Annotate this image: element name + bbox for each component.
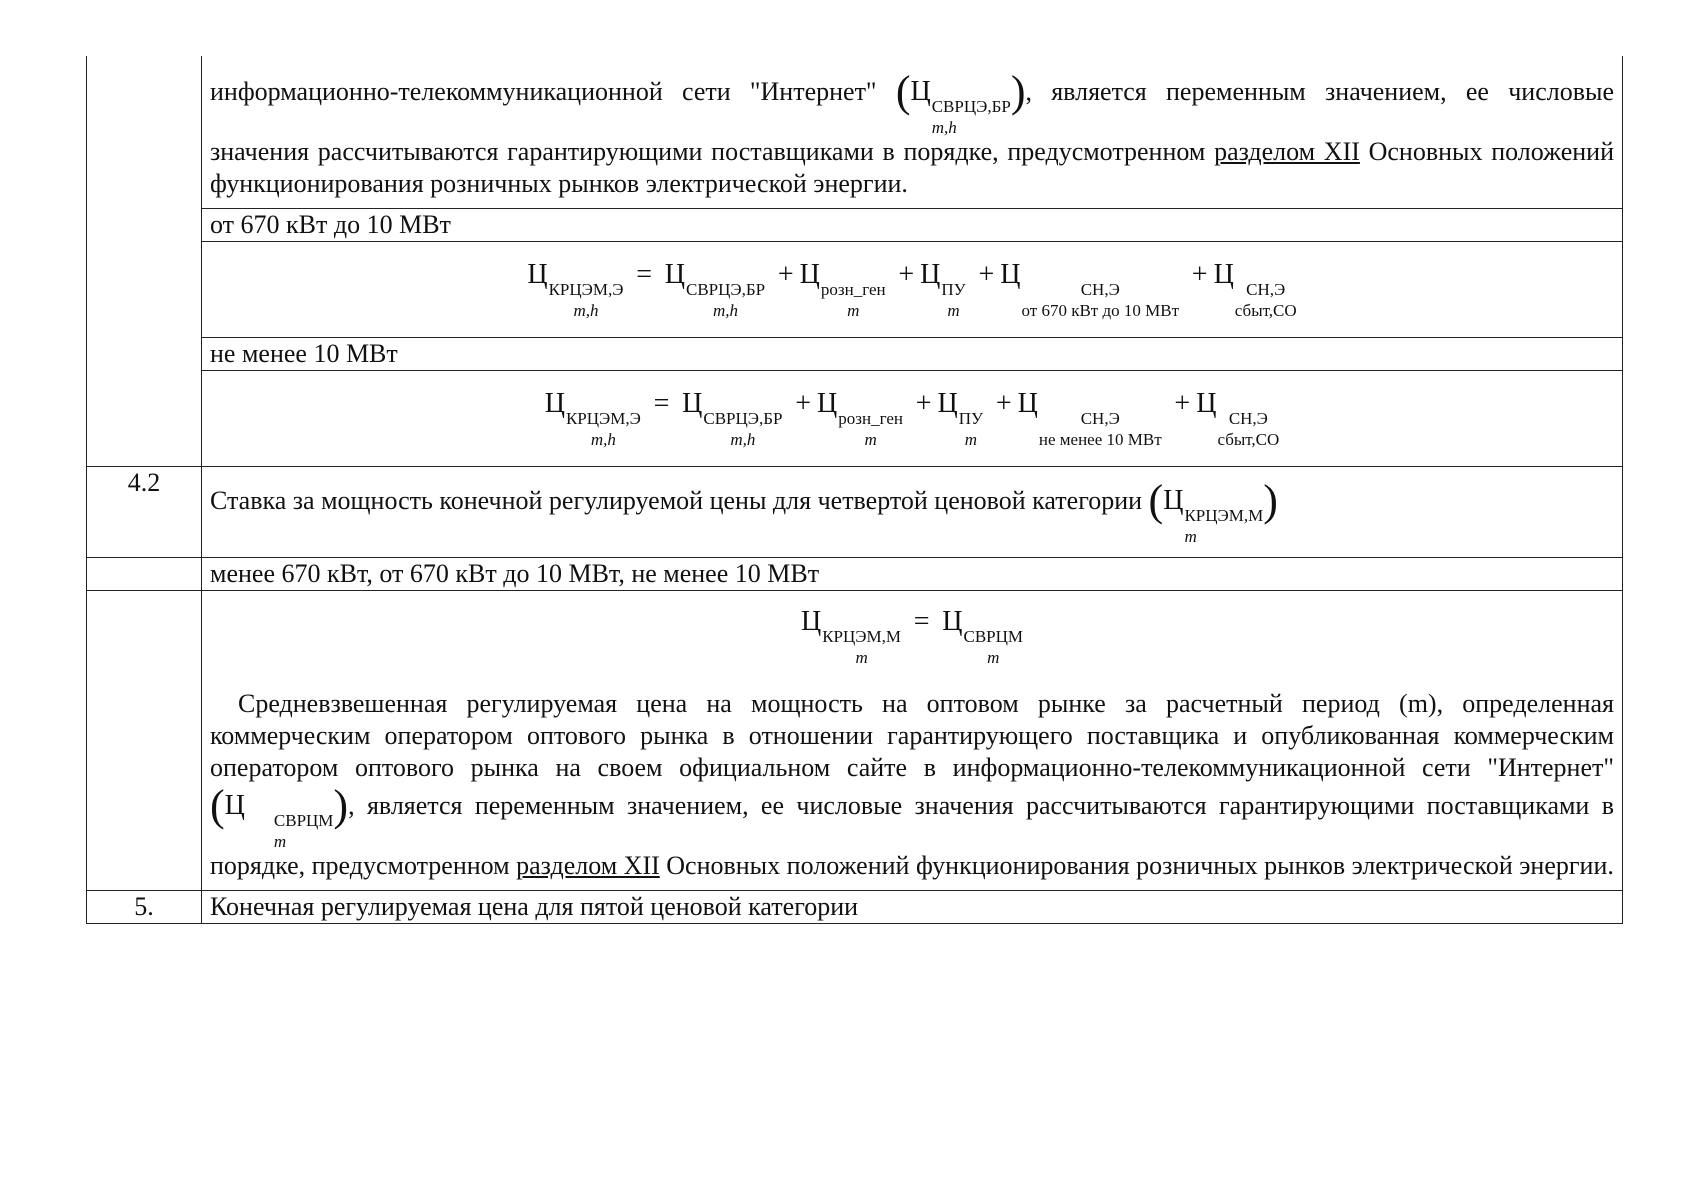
row-title: Конечная регулируемая цена для пятой ценовой категории [202, 891, 1623, 924]
row-number-cell [87, 591, 202, 891]
table-row [87, 467, 1623, 558]
description-text: , является переменным значением, ее числовые значения рассчитываются гарантирующими поставщиками в порядке, предусмотренном [210, 77, 1615, 166]
formula-power: Ц КРЦЭМ,М m = Ц СВРЦМ m [800, 606, 1024, 667]
table-row [87, 891, 1623, 924]
description-paragraph [210, 688, 1614, 882]
table-row [87, 338, 1623, 371]
description-text: Основных положений функционирования розничных рынков электрической энергии. [210, 137, 1615, 198]
formula-cell [202, 371, 1623, 467]
table-row [87, 242, 1623, 338]
inline-formula: (Ц СВРЦЭ,БР m,h ) [895, 67, 1026, 137]
range-label: менее 670 кВт, от 670 кВт до 10 МВт, не менее 10 МВт [202, 558, 1623, 591]
row-number-cell [87, 558, 202, 591]
description-text: информационно-телекоммуникационной сети "Интернет" [210, 77, 877, 106]
range-label: не менее 10 МВт [202, 338, 1623, 371]
table-row [87, 209, 1623, 242]
description-text: Средневзвешенная регулируемая цена на мощность на оптовом рынке за расчетный период (m), определенная коммерческим оператором оптового рынка в отношении гарантирующего поставщика и опубликованная коммерческим оператором оптового рынка на своем официальном сайте в информационно-телекоммуникационной сети "Интернет" [210, 689, 1614, 782]
row-number: 4.2 [87, 467, 202, 558]
range-label: от 670 кВт до 10 МВт [202, 209, 1623, 242]
description-cell [202, 56, 1623, 209]
row-title-cell [202, 467, 1623, 558]
row-number-cell [87, 56, 202, 467]
section-link[interactable]: разделом XII [1214, 137, 1360, 166]
price-table [86, 56, 1623, 924]
description-text: , является переменным значением, ее числовые значения рассчитываются гарантирующими поставщиками в порядке, предусмотренном [210, 791, 1614, 880]
row-title: Ставка за мощность конечной регулируемой цены для четвертой ценовой категории [210, 486, 1143, 515]
formula-670: Ц КРЦЭМ,Э m,h = Ц СВРЦЭ,БР m,h + Ц розн_ген m + Ц ПУ m + Ц СН,Э от 670 кВт до 10 МВт + Ц СН,Э сбыт,СО [527, 259, 1297, 320]
inline-formula: (Ц КРЦЭМ,М m ) [1148, 476, 1278, 546]
description-text: Основных положений функционирования розничных рынков электрической энергии. [666, 851, 1614, 880]
table-row [87, 371, 1623, 467]
table-row [87, 56, 1623, 209]
inline-formula: (Ц СВРЦМ m ) [210, 781, 349, 851]
formula-10: Ц КРЦЭМ,Э m,h = Ц СВРЦЭ,БР m,h + Ц розн_ген m + Ц ПУ m + Ц СН,Э не менее 10 МВт + Ц СН,Э сбыт,СО [544, 388, 1280, 449]
description-cell [202, 591, 1623, 891]
table-row [87, 591, 1623, 891]
row-number: 5. [87, 891, 202, 924]
table-row [87, 558, 1623, 591]
section-link[interactable]: разделом XII [516, 851, 660, 880]
formula-cell [202, 242, 1623, 338]
